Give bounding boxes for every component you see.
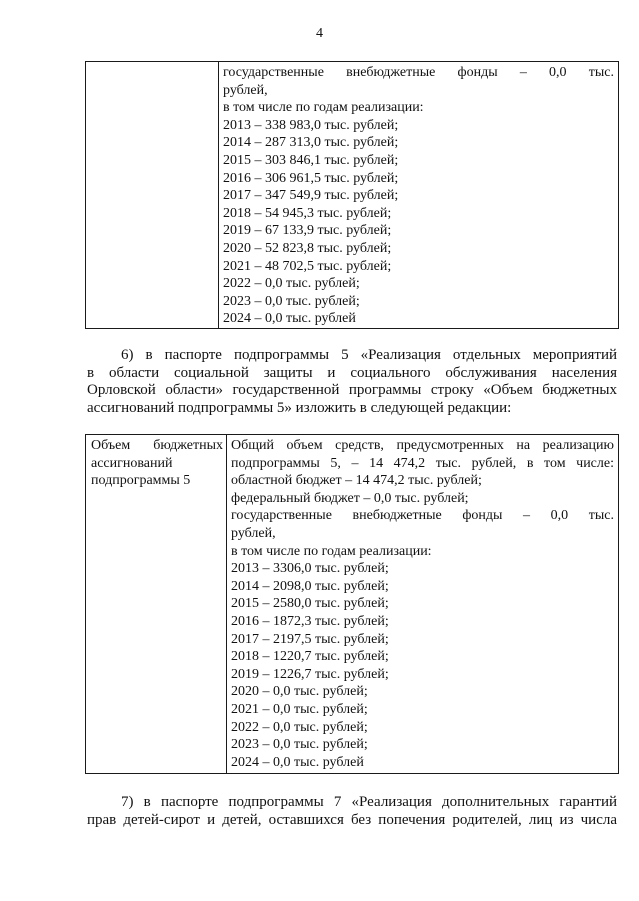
table-line: 2014 – 2098,0 тыс. рублей;: [231, 578, 389, 594]
table-label-cell: [86, 435, 227, 774]
table-line: 2013 – 338 983,0 тыс. рублей;: [223, 117, 399, 133]
table-line: 2018 – 1220,7 тыс. рублей;: [231, 649, 389, 665]
table-line: в том числе по годам реализации:: [223, 100, 424, 116]
table-value-cell: [227, 435, 619, 774]
table-line: 2022 – 0,0 тыс. рублей;: [231, 719, 368, 735]
paragraph-line: Орловской области» государственной программы строку «Объем бюджетных: [87, 382, 617, 398]
table-label-line: подпрограммы 5: [91, 473, 191, 489]
page-number: 4: [316, 26, 323, 41]
paragraph-line: 6) в паспорте подпрограммы 5 «Реализация отдельных мероприятий: [121, 347, 617, 363]
table-label-line: ассигнований: [91, 455, 173, 471]
table-line: 2023 – 0,0 тыс. рублей;: [231, 737, 368, 753]
paragraph-line: прав детей-сирот и детей, оставшихся без попечения родителей, лиц из числа: [87, 811, 617, 828]
table-line: государственные внебюджетные фонды – 0,0 тыс.: [223, 65, 614, 80]
paragraph-7: [87, 794, 617, 829]
paragraph-line: ассигнований подпрограммы 5» изложить в следующей редакции:: [87, 399, 512, 416]
table-line: подпрограммы 5, – 14 474,2 тыс. рублей, в том числе:: [231, 455, 614, 471]
table-line: федеральный бюджет – 0,0 тыс. рублей;: [231, 490, 469, 506]
table-label-line: Объем бюджетных: [91, 438, 223, 453]
table-line: 2014 – 287 313,0 тыс. рублей;: [223, 135, 399, 151]
table-line: 2016 – 1872,3 тыс. рублей;: [231, 613, 389, 629]
table-line: 2021 – 48 702,5 тыс. рублей;: [223, 258, 392, 274]
table-line: 2019 – 67 133,9 тыс. рублей;: [223, 223, 392, 239]
table-line: 2024 – 0,0 тыс. рублей: [231, 754, 364, 770]
table-line: 2017 – 2197,5 тыс. рублей;: [231, 631, 389, 647]
table-line: 2015 – 303 846,1 тыс. рублей;: [223, 152, 399, 168]
table-line: 2021 – 0,0 тыс. рублей;: [231, 701, 368, 717]
table-line: 2015 – 2580,0 тыс. рублей;: [231, 596, 389, 612]
paragraph-6: [87, 347, 617, 417]
table-line: 2016 – 306 961,5 тыс. рублей;: [223, 170, 399, 186]
table-row: [86, 62, 619, 329]
table-line: в том числе по годам реализации:: [231, 543, 432, 559]
table-line: 2018 – 54 945,3 тыс. рублей;: [223, 205, 392, 221]
table-line: 2024 – 0,0 тыс. рублей: [223, 311, 356, 327]
budget-table-subprogram-5: [85, 434, 619, 774]
budget-table-continued: [85, 61, 619, 329]
table-label-cell: [86, 62, 219, 329]
table-line: 2020 – 0,0 тыс. рублей;: [231, 684, 368, 700]
table-line: 2022 – 0,0 тыс. рублей;: [223, 276, 360, 292]
table-line: рублей,: [231, 525, 276, 541]
table-line: 2019 – 1226,7 тыс. рублей;: [231, 666, 389, 682]
table-line: государственные внебюджетные фонды – 0,0 тыс.: [231, 508, 614, 524]
table-line: 2020 – 52 823,8 тыс. рублей;: [223, 240, 392, 256]
table-row: [86, 435, 619, 774]
table-line: 2023 – 0,0 тыс. рублей;: [223, 293, 360, 309]
table-line: 2017 – 347 549,9 тыс. рублей;: [223, 188, 399, 204]
table-value-cell: [219, 62, 619, 329]
paragraph-line: 7) в паспорте подпрограммы 7 «Реализация дополнительных гарантий: [121, 794, 617, 810]
paragraph-line: в области социальной защиты и социального обслуживания населения: [87, 364, 617, 381]
table-line: рублей,: [223, 82, 268, 98]
table-line: 2013 – 3306,0 тыс. рублей;: [231, 561, 389, 577]
table-line: Общий объем средств, предусмотренных на реализацию: [231, 438, 614, 453]
table-line: областной бюджет – 14 474,2 тыс. рублей;: [231, 473, 482, 489]
